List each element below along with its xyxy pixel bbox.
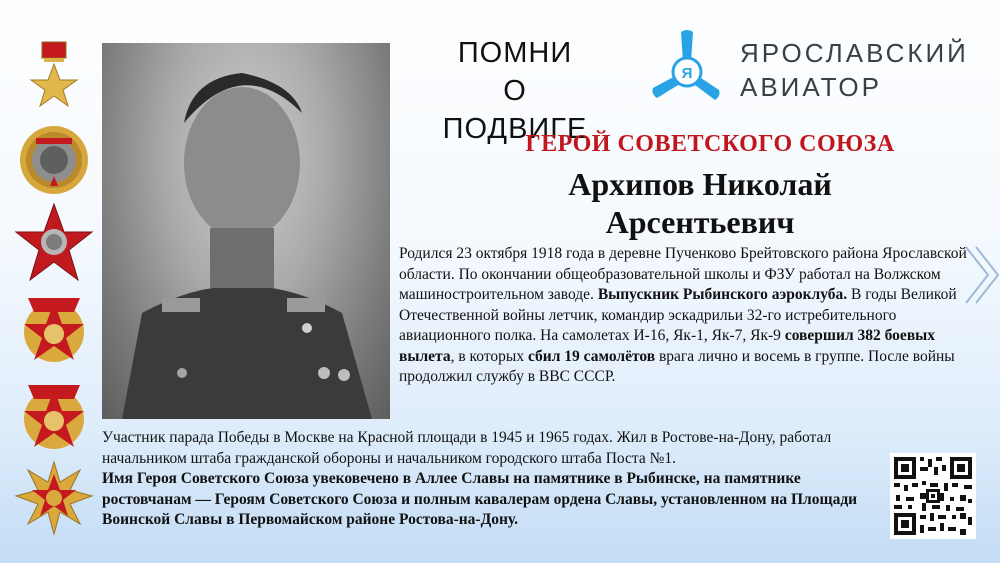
gold-star-medal-icon [14, 40, 94, 110]
hero-name-line-1: Архипов Николай [568, 166, 832, 202]
bio-bold-1: Выпускник Рыбинского аэроклуба. [597, 286, 848, 303]
bio-text-2: В годы Великой Отечественной войны летчик, командир эскадрильи 32-го истребительного авиационного полка. На самолетах И-16, Як-1, Як-7, Як-9 [399, 286, 957, 344]
hero-name-line-2: Арсентьевич [605, 204, 795, 240]
portrait-silhouette [102, 43, 390, 419]
propeller-logo-icon [645, 28, 729, 112]
order-of-lenin-icon [14, 120, 94, 200]
logo-badge-letter: Я [681, 65, 693, 82]
order-of-red-banner-icon [14, 288, 94, 368]
bio-paragraph [399, 244, 969, 388]
order-of-red-banner-icon [14, 375, 94, 455]
logo-text [740, 36, 969, 104]
logo-line-1: ЯРОСЛАВСКИЙ [740, 38, 969, 68]
bio-text-3: , в которых [450, 347, 528, 365]
hero-title: ГЕРОЙ СОВЕТСКОГО СОЮЗА [525, 131, 895, 157]
qr-code-icon [890, 453, 976, 539]
bio-bold-memorial: Имя Героя Советского Союза увековечено в Аллее Славы на памятнике в Рыбинске, на памятнике ростовчанам — Героям Советского Союза и полным кавалерам ордена Славы, установленном на Площади Воинской Славы в Первомайском районе Ростова-на-Дону. [102, 470, 858, 528]
bio-bold-2: совершил 382 боевых вылета [399, 327, 936, 365]
bio-paragraph-bottom [102, 428, 882, 531]
logo-line-2: АВИАТОР [740, 72, 882, 102]
medals-column [14, 30, 94, 550]
bio-bold-3: сбил 19 самолётов [527, 347, 656, 365]
title-line-2: О ПОДВИГЕ [442, 75, 588, 145]
portrait-photo [102, 43, 390, 419]
order-of-patriotic-war-icon [14, 460, 94, 542]
hero-name [440, 165, 960, 241]
bio-text-4: врага лично и восемь в группе. После войны продолжил службу в ВВС СССР. [399, 347, 955, 385]
order-of-red-star-icon [14, 202, 94, 284]
bio-text-5: Участник парада Победы в Москве на Красной площади в 1945 и 1965 годах. Жил в Ростове-на-Дону, работал начальником штаба гражданской обороны и начальником городского штаба Поста №1. [102, 429, 832, 467]
title-line-1: ПОМНИ [457, 37, 573, 69]
bio-text-1: Родился 23 октября 1918 года в деревне Пученково Брейтовского района Ярославской области. По окончании общеобразовательной школы и ФЗУ работал на Волжском машиностроительном заводе. [399, 245, 967, 303]
